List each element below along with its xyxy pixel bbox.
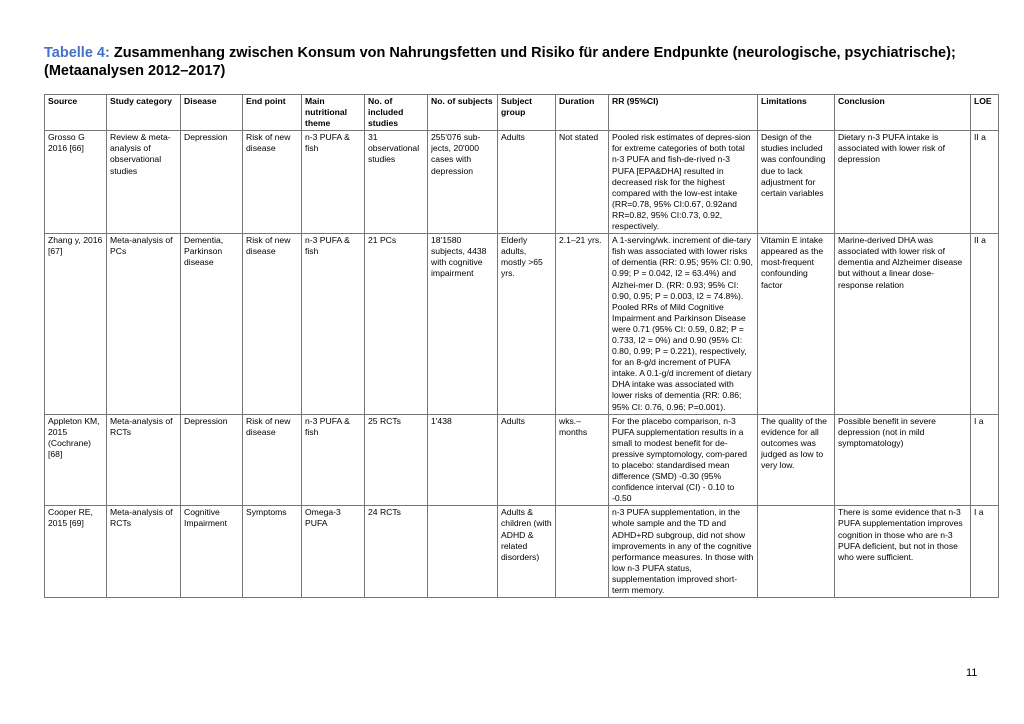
cell-disease: Dementia, Parkinson disease [181, 234, 243, 415]
cell-duration: wks.– months [556, 414, 609, 506]
cell-rr: For the placebo comparison, n-3 PUFA supplementation results in a small to modest benefit for de-pressive symptomology, com-pared to placebo: standardised mean difference (SMD) -0.30 (95% confidence interval (CI) - 0.10 to -0.50 [609, 414, 758, 506]
cell-limitations [758, 506, 835, 598]
col-no-subjects: No. of subjects [428, 95, 498, 131]
cell-category: Meta-analysis of RCTs [107, 414, 181, 506]
cell-nstudies: 25 RCTs [365, 414, 428, 506]
cell-group: Adults & children (with ADHD & related disorders) [498, 506, 556, 598]
cell-theme: n-3 PUFA & fish [302, 234, 365, 415]
cell-theme: Omega-3 PUFA [302, 506, 365, 598]
cell-duration: Not stated [556, 131, 609, 234]
col-duration: Duration [556, 95, 609, 131]
page-number: 11 [966, 667, 978, 679]
cell-group: Elderly adults, mostly >65 yrs. [498, 234, 556, 415]
cell-nsubjects [428, 506, 498, 598]
cell-nsubjects: 1'438 [428, 414, 498, 506]
cell-rr: n-3 PUFA supplementation, in the whole sample and the TD and ADHD+RD subgroup, did not show improvements in any of the cognitive performance measures. In those with low n-3 PUFA status, supplementation improved short-term memory. [609, 506, 758, 598]
table-row [45, 234, 999, 415]
cell-limitations: Design of the studies included was confounding due to lack adjustment for certain variables [758, 131, 835, 234]
cell-conclusion: Dietary n-3 PUFA intake is associated with lower risk of depression [835, 131, 971, 234]
cell-loe: II a [971, 234, 999, 415]
header-row [45, 95, 999, 131]
table-caption [44, 44, 994, 80]
col-main-theme: Main nutritional theme [302, 95, 365, 131]
cell-source: Grosso G 2016 [66] [45, 131, 107, 234]
cell-nstudies: 21 PCs [365, 234, 428, 415]
cell-theme: n-3 PUFA & fish [302, 414, 365, 506]
cell-theme: n-3 PUFA & fish [302, 131, 365, 234]
cell-category: Meta-analysis of PCs [107, 234, 181, 415]
cell-rr: Pooled risk estimates of depres-sion for extreme categories of both total n-3 PUFA and fish-de-rived n-3 PUFA [EPA&DHA] resulted in decreased risk for the highest compared with the low-est intake (RR=0.78, 95% CI:0.67, 0.92and RR=0.82, 95% CI:0.73, 0.92, respectively. [609, 131, 758, 234]
cell-source: Cooper RE, 2015 [69] [45, 506, 107, 598]
cell-loe: II a [971, 131, 999, 234]
col-source: Source [45, 95, 107, 131]
cell-duration: 2.1–21 yrs. [556, 234, 609, 415]
cell-nstudies: 24 RCTs [365, 506, 428, 598]
caption-title: Zusammenhang zwischen Konsum von Nahrungsfetten und Risiko für andere Endpunkte (neurologische, psychiatrische); (Metaanalysen 2012–2017) [44, 45, 956, 79]
cell-source: Zhang y, 2016 [67] [45, 234, 107, 415]
cell-nsubjects: 255'076 sub-jects, 20'000 cases with depression [428, 131, 498, 234]
col-conclusion: Conclusion [835, 95, 971, 131]
cell-limitations: Vitamin E intake appeared as the most-frequent confounding factor [758, 234, 835, 415]
cell-group: Adults [498, 131, 556, 234]
cell-nstudies: 31 observational studies [365, 131, 428, 234]
col-disease: Disease [181, 95, 243, 131]
col-loe: LOE [971, 95, 999, 131]
cell-rr: A 1-serving/wk. increment of die-tary fish was associated with lower risks of dementia (RR: 0.95; 95% CI: 0.90, 0.99; P = 0.042, I2 = 63.4%) and Alzhei-mer D. (RR: 0.93; 95% CI: 0.90, 0.95; P = 0.003, I2 = 74.8%). Pooled RRs of Mild Cognitive Impairment and Parkinson Disease were 0.71 (95% CI: 0.59, 0.82; P = 0.733, I2 = 0%) and 0.90 (95% CI: 0.80, 0.99; P = 0.221), respectively, for an 8-g/d increment of PUFA intake. A 0.1-g/d increment of dietary DHA intake was associated with lower risks of dementia (RR: 0.86; 95% CI: 0.76, 0.96; P=0.001). [609, 234, 758, 415]
cell-conclusion: There is some evidence that n-3 PUFA supplementation improves cognition in those who are n-3 PUFA deficient, but not in those who were sufficient. [835, 506, 971, 598]
col-rr: RR (95%CI) [609, 95, 758, 131]
cell-endpoint: Risk of new disease [243, 131, 302, 234]
col-no-studies: No. of included studies [365, 95, 428, 131]
col-subject-group: Subject group [498, 95, 556, 131]
evidence-table [44, 94, 999, 598]
col-end-point: End point [243, 95, 302, 131]
cell-group: Adults [498, 414, 556, 506]
cell-disease: Depression [181, 131, 243, 234]
table-row [45, 131, 999, 234]
caption-label: Tabelle 4: [44, 45, 110, 61]
table-row [45, 414, 999, 506]
cell-endpoint: Symptoms [243, 506, 302, 598]
table-row [45, 506, 999, 598]
cell-endpoint: Risk of new disease [243, 414, 302, 506]
cell-conclusion: Possible benefit in severe depression (not in mild symptomatology) [835, 414, 971, 506]
cell-duration [556, 506, 609, 598]
col-study-category: Study category [107, 95, 181, 131]
cell-category: Review & meta-analysis of observational studies [107, 131, 181, 234]
cell-disease: Depression [181, 414, 243, 506]
cell-conclusion: Marine-derived DHA was associated with lower risk of dementia and Alzheimer disease but without a linear dose-response relation [835, 234, 971, 415]
cell-category: Meta-analysis of RCTs [107, 506, 181, 598]
col-limitations: Limitations [758, 95, 835, 131]
cell-source: Appleton KM, 2015 (Cochrane) [68] [45, 414, 107, 506]
cell-nsubjects: 18'1580 subjects, 4438 with cognitive impairment [428, 234, 498, 415]
cell-loe: I a [971, 414, 999, 506]
cell-endpoint: Risk of new disease [243, 234, 302, 415]
cell-loe: I a [971, 506, 999, 598]
cell-limitations: The quality of the evidence for all outcomes was judged as low to very low. [758, 414, 835, 506]
cell-disease: Cognitive Impairment [181, 506, 243, 598]
